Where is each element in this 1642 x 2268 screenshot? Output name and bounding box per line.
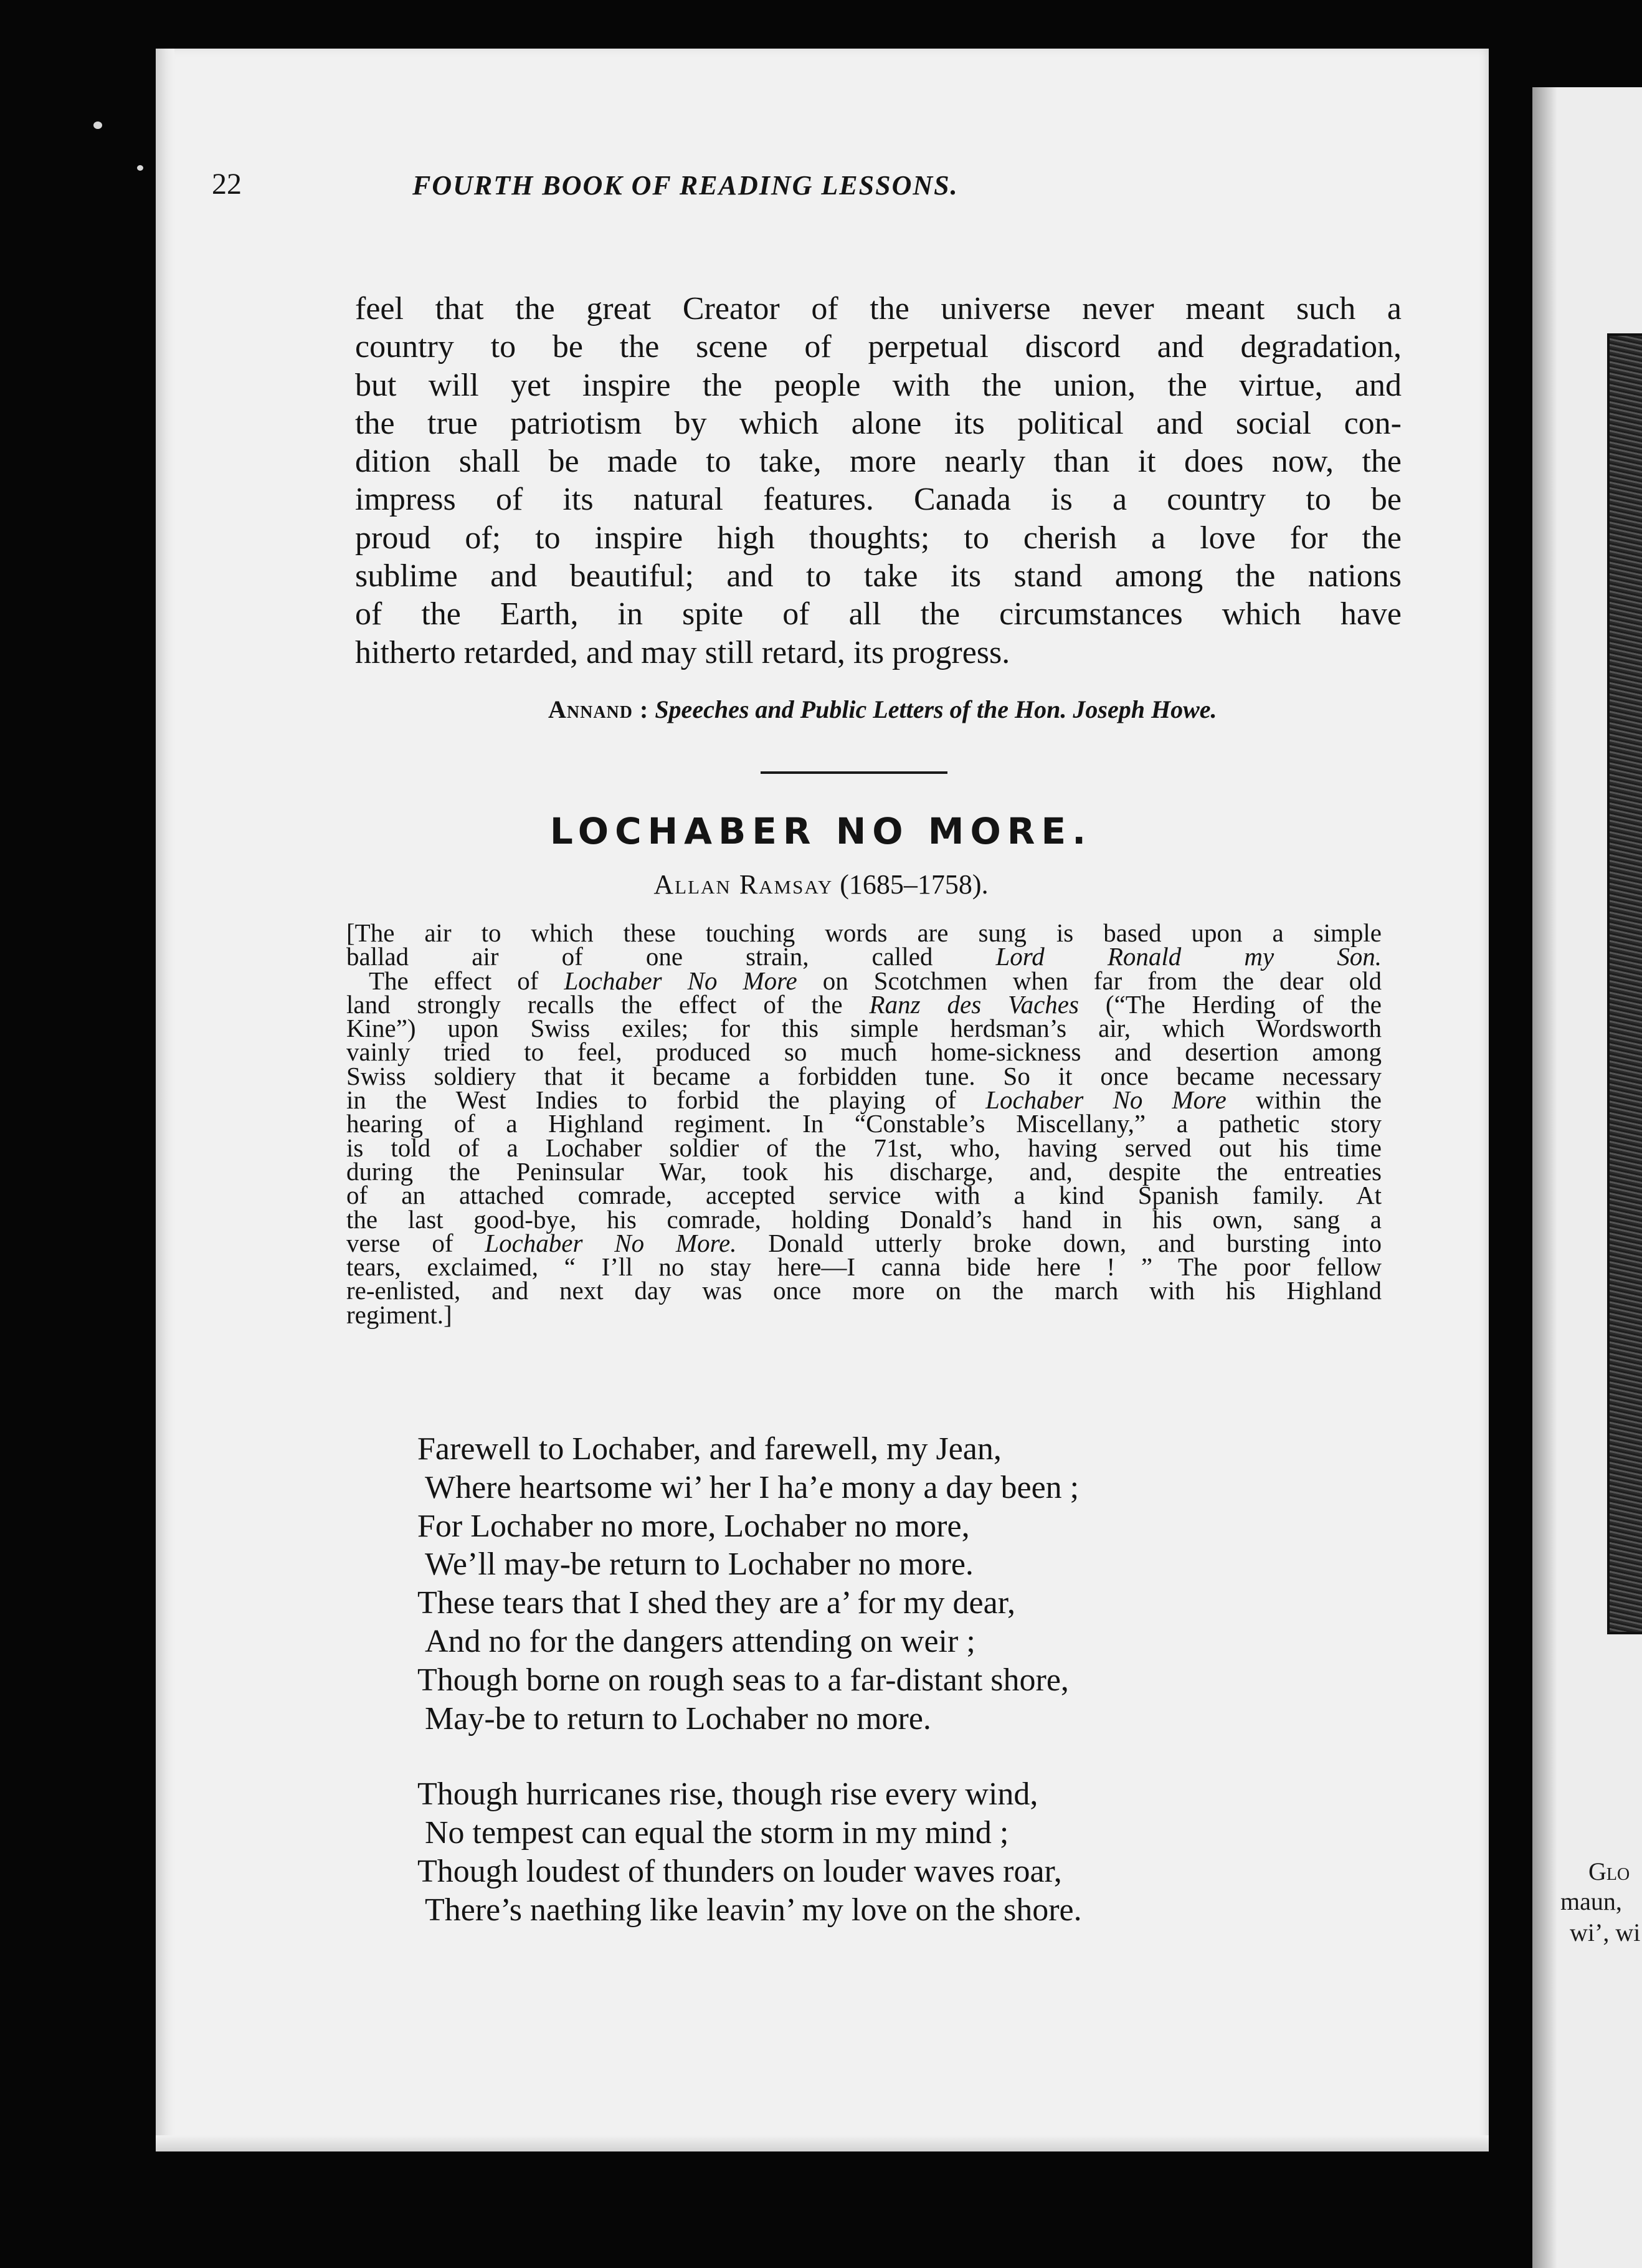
note-line: verse of Lochaber No More. Donald utterly broke down, and bursting into bbox=[346, 1228, 1382, 1257]
attribution-author: Annand : bbox=[548, 695, 649, 723]
note-line: hearing of a Highland regiment. In “Constable’s Miscellany,” a pathetic story bbox=[346, 1109, 1382, 1138]
prose-line: proud of; to inspire high thoughts; to cherish a love for the bbox=[355, 520, 1402, 556]
note-line: Kine”) upon Swiss exiles; for this simple herdsman’s air, which Wordsworth bbox=[346, 1014, 1382, 1043]
poem-line: These tears that I shed they are a’ for my dear, bbox=[417, 1585, 1015, 1621]
facing-page bbox=[1532, 87, 1642, 2268]
note-line: ballad air of one strain, called Lord Ronald my Son. bbox=[346, 942, 1382, 971]
poem-line: Where heartsome wi’ her I ha’e mony a day been ; bbox=[425, 1469, 1080, 1505]
note-line: is told of a Lochaber soldier of the 71st, who, having served out his time bbox=[346, 1133, 1382, 1162]
note-line: land strongly recalls the effect of the Ranz des Vaches (“The Herding of the bbox=[346, 989, 1382, 1019]
poem-line: Though hurricanes rise, though rise every wind, bbox=[417, 1776, 1038, 1813]
facing-engraving-illustration bbox=[1607, 333, 1642, 1634]
prose-line: the true patriotism by which alone its political and social con- bbox=[355, 405, 1402, 441]
prose-line: of the Earth, in spite of all the circumstances which have bbox=[355, 596, 1402, 632]
note-line: vainly tried to feel, produced so much home-sickness and desertion among bbox=[346, 1037, 1382, 1067]
facing-text-line: Glo bbox=[1588, 1857, 1630, 1885]
poem-author bbox=[0, 869, 1642, 900]
prose-paragraph bbox=[355, 290, 1402, 672]
poem-line: We’ll may-be return to Lochaber no more. bbox=[425, 1546, 974, 1583]
attribution-work: Speeches and Public Letters of the Hon. Joseph Howe. bbox=[655, 695, 1217, 723]
introductory-note bbox=[346, 918, 1382, 1329]
running-title: FOURTH BOOK OF READING LESSONS. bbox=[412, 170, 959, 201]
italic-title: Lochaber No More bbox=[985, 1085, 1227, 1115]
prose-line: sublime and beautiful; and to take its stand among the nations bbox=[355, 558, 1402, 594]
italic-title: Lochaber No More. bbox=[485, 1228, 737, 1257]
prose-line: impress of its natural features. Canada is a country to be bbox=[355, 482, 1402, 518]
prose-line: country to be the scene of perpetual discord and degradation, bbox=[355, 329, 1402, 365]
poem-line: There’s naething like leavin’ my love on the shore. bbox=[425, 1892, 1082, 1928]
note-line: of an attached comrade, accepted service with a kind Spanish family. At bbox=[346, 1181, 1382, 1210]
note-line: the last good-bye, his comrade, holding Donald’s hand in his own, sang a bbox=[346, 1204, 1382, 1234]
prose-line: but will yet inspire the people with the union, the virtue, and bbox=[355, 367, 1402, 403]
section-divider bbox=[761, 771, 947, 774]
poem-line: And no for the dangers attending on weir ; bbox=[425, 1623, 975, 1659]
scan-speck bbox=[93, 122, 102, 129]
page-number: 22 bbox=[212, 168, 242, 201]
poem-line: Though loudest of thunders on louder waves roar, bbox=[417, 1853, 1062, 1889]
facing-text-line: maun, bbox=[1560, 1887, 1622, 1915]
page-gutter-shadow bbox=[1532, 87, 1557, 2268]
poem-author-name: Allan Ramsay bbox=[653, 869, 833, 900]
note-line: Swiss soldiery that it became a forbidden tune. So it once became necessary bbox=[346, 1061, 1382, 1090]
italic-title: Ranz des Vaches bbox=[869, 989, 1079, 1019]
running-head bbox=[212, 167, 1233, 204]
poem-title: LOCHABER NO MORE. bbox=[549, 810, 1093, 852]
poem-text bbox=[417, 1430, 1352, 1930]
note-line: The effect of Lochaber No More on Scotchmen when far from the dear old bbox=[369, 966, 1382, 995]
poem-line: Farewell to Lochaber, and farewell, my Jean, bbox=[417, 1431, 1002, 1467]
italic-title: Lochaber No More bbox=[564, 966, 797, 995]
italic-title: Lord Ronald my Son. bbox=[995, 942, 1382, 971]
attribution bbox=[548, 695, 1217, 724]
prose-line: feel that the great Creator of the universe never meant such a bbox=[355, 291, 1402, 326]
poem-line: No tempest can equal the storm in my mind ; bbox=[425, 1815, 1009, 1851]
poem-line: For Lochaber no more, Lochaber no more, bbox=[417, 1508, 970, 1544]
note-line: re-enlisted, and next day was once more on the march with his Highland bbox=[346, 1276, 1382, 1305]
page-edge bbox=[156, 49, 174, 2151]
page-edge bbox=[156, 2135, 1489, 2151]
note-line: tears, exclaimed, “ I’ll no stay here—I canna bide here ! ” The poor fellow bbox=[346, 1252, 1382, 1282]
poem-line: Though borne on rough seas to a far-distant shore, bbox=[417, 1662, 1069, 1698]
note-line: in the West Indies to forbid the playing of Lochaber No More within the bbox=[346, 1085, 1382, 1115]
note-line: [The air to which these touching words are sung is based upon a simple bbox=[346, 918, 1382, 947]
stanza-gap bbox=[417, 1738, 1352, 1775]
facing-text-line: wi’, wi bbox=[1570, 1918, 1641, 1946]
note-line: regiment.] bbox=[346, 1300, 452, 1329]
prose-line: dition shall be made to take, more nearly than it does now, the bbox=[355, 444, 1402, 480]
poem-line: May-be to return to Lochaber no more. bbox=[425, 1700, 931, 1737]
scan-speck bbox=[137, 165, 143, 171]
note-line: during the Peninsular War, took his discharge, and, despite the entreaties bbox=[346, 1156, 1382, 1186]
poem-author-dates: (1685–1758). bbox=[840, 869, 989, 900]
prose-line: hitherto retarded, and may still retard, its progress. bbox=[355, 634, 1010, 670]
